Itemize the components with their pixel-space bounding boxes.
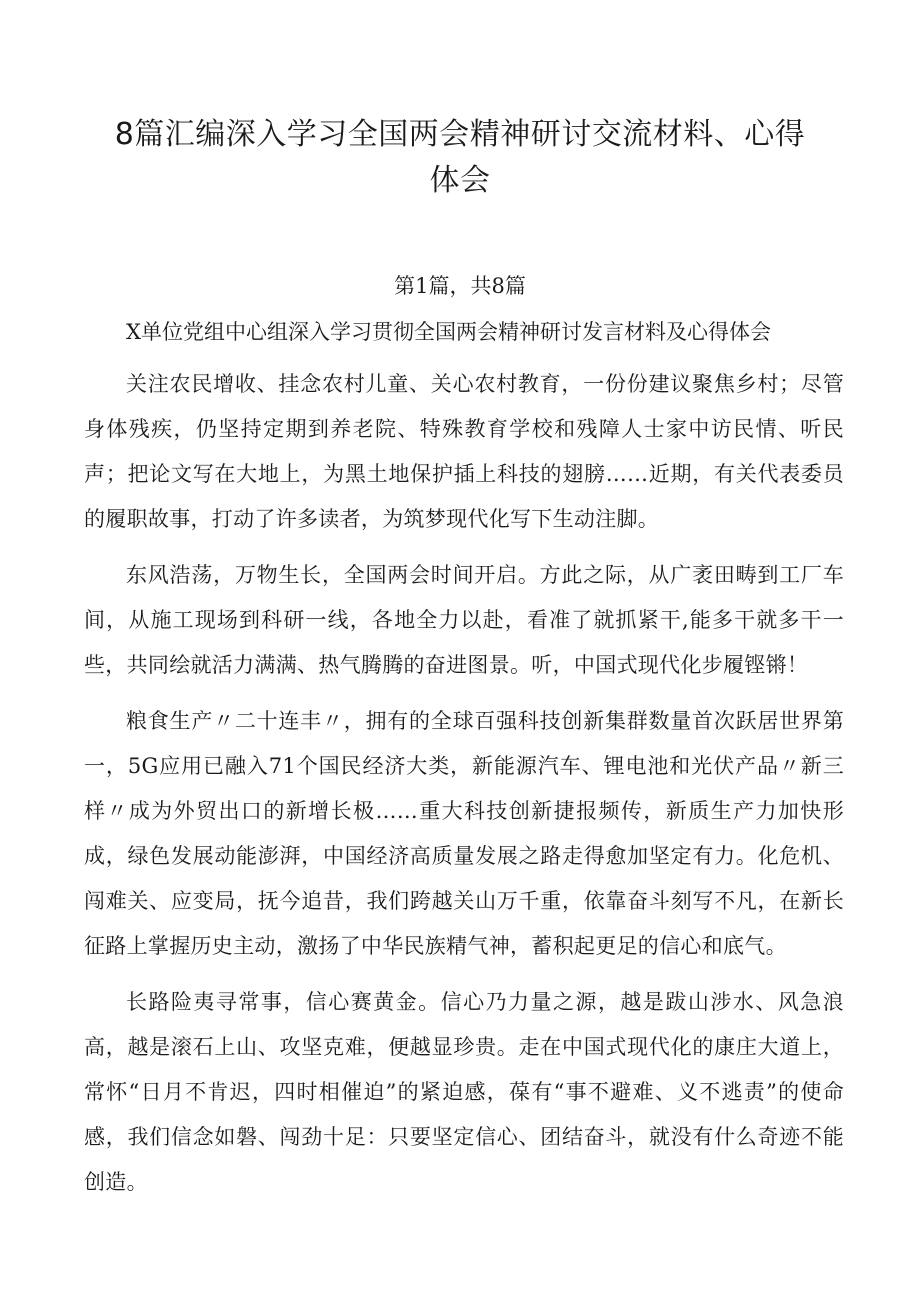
- part-heading: 第1篇，共8篇: [394, 274, 526, 298]
- paragraph: 长路险夷寻常事，信心赛黄金。信心乃力量之源，越是跋山涉水、风急浪高，越是滚石上山、攻坚克难，便越显珍贵。走在中国式现代化的康庄大道上，常怀“日月不肯迟，四时相催迫”的紧迫感，葆有“事不避难、义不逃责”的使命感，我们信念如磐、闯劲十足：只要坚定信心、团结奋斗，就没有什么奇迹不能创造。: [84, 990, 844, 1194]
- paragraph: 关注农民增收、挂念农村儿童、关心农村教育，一份份建议聚焦乡村；尽管身体残疾，仍坚持定期到养老院、特殊教育学校和残障人士家中访民情、听民声；把论文写在大地上，为黑土地保护插上科技的翅膀……近期，有关代表委员的履职故事，打动了许多读者，为筑梦现代化写下生动注脚。: [84, 372, 844, 531]
- article-title: X单位党组中心组深入学习贯彻全国两会精神研讨发言材料及心得体会: [126, 320, 771, 344]
- paragraph: 粮食生产〃二十连丰〃，拥有的全球百强科技创新集群数量首次跃居世界第一，5G应用已融入71个国民经济大类，新能源汽车、锂电池和光伏产品〃新三样〃成为外贸出口的新增长极……重大科技创新捷报频传，新质生产力加快形成，绿色发展动能澎湃，中国经济高质量发展之路走得愈加坚定有力。化危机、闯难关、应变局，抚今追昔，我们跨越关山万千重，依靠奋斗刻写不凡，在新长征路上掌握历史主动，激扬了中华民族精气神，蓄积起更足的信心和底气。: [84, 709, 844, 958]
- paragraph: 东风浩荡，万物生长，全国两会时间开启。方此之际，从广袤田畴到工厂车间，从施工现场到科研一线，各地全力以赴，看准了就抓紧干,能多干就多干一些，共同绘就活力满满、热气腾腾的奋进图景。听，中国式现代化步履铿锵！: [84, 563, 844, 677]
- document-title: 8篇汇编深入学习全国两会精神研讨交流材料、心得体会: [114, 117, 806, 198]
- article-body: [84, 362, 844, 1216]
